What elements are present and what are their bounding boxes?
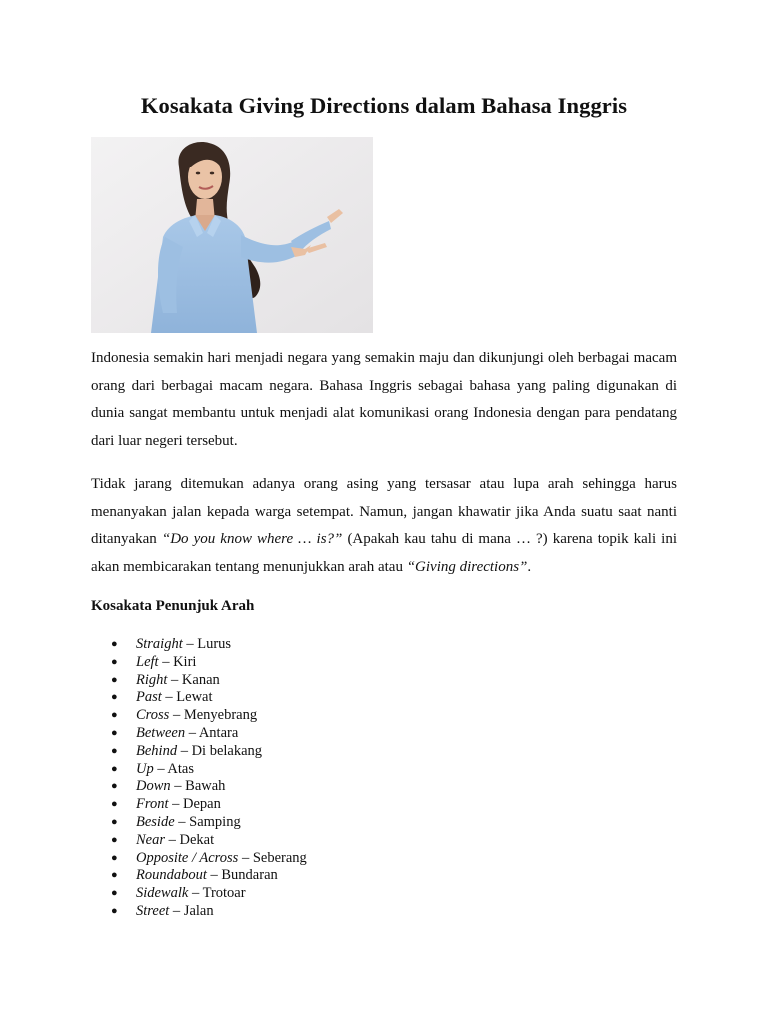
english-term: Down: [136, 778, 171, 795]
english-term: Straight: [136, 636, 183, 652]
section-heading: Kosakata Penunjuk Arah: [91, 598, 255, 614]
bullet-icon: ●: [111, 744, 118, 757]
bullet-icon: ●: [111, 887, 118, 900]
list-item: [91, 761, 307, 779]
bullet-icon: ●: [111, 655, 118, 668]
list-item: [91, 814, 307, 832]
indonesian-term: – Dekat: [165, 831, 215, 848]
english-term: Cross: [136, 707, 170, 724]
bullet-icon: ●: [111, 762, 118, 775]
list-item: [91, 796, 307, 814]
indonesian-term: – Kiri: [158, 653, 197, 670]
english-term: Sidewalk: [136, 885, 189, 902]
english-term: Past: [136, 689, 162, 706]
vocabulary-list: [91, 636, 307, 921]
bullet-icon: ●: [111, 638, 118, 650]
list-item: [91, 832, 307, 850]
english-term: Beside: [136, 813, 175, 830]
woman-pointing-photo: [91, 137, 373, 333]
bullet-icon: ●: [111, 815, 118, 828]
indonesian-term: – Bawah: [170, 778, 226, 795]
list-item: [91, 850, 307, 868]
intro-paragraph: Indonesia semakin hari menjadi negara yang semakin maju dan dikunjungi oleh berbagai macam orang dari berbagai macam negara. Bahasa Inggris sebagai bahasa yang paling digunakan di dunia sangat membantu untuk menjadi alat komunikasi orang Indonesia dengan para pendatang dari luar negeri tersebut.: [91, 350, 677, 449]
list-item: [91, 867, 307, 885]
list-item: [91, 707, 307, 725]
page-title: Kosakata Giving Directions dalam Bahasa Inggris: [140, 93, 628, 118]
indonesian-term: – Depan: [168, 796, 221, 813]
list-item: [91, 743, 307, 761]
list-item: [91, 778, 307, 796]
list-item: [91, 885, 307, 903]
indonesian-term: – Bundaran: [206, 867, 278, 884]
indonesian-term: – Samping: [174, 813, 241, 830]
indonesian-term: – Trotoar: [188, 885, 246, 902]
english-term: Up: [136, 760, 154, 777]
bullet-icon: ●: [111, 798, 118, 811]
bullet-icon: ●: [111, 904, 118, 917]
english-term: Opposite / Across: [136, 849, 239, 866]
bullet-icon: ●: [111, 780, 118, 793]
english-term: Roundabout: [136, 867, 207, 884]
english-term: Front: [136, 796, 169, 813]
question-quote: “Do you know where … is?”: [161, 531, 343, 547]
indonesian-term: – Seberang: [238, 849, 307, 866]
indonesian-term: – Kanan: [167, 671, 220, 688]
bullet-icon: ●: [111, 726, 118, 739]
english-term: Street: [136, 902, 170, 919]
indonesian-term: – Lurus: [182, 636, 232, 652]
english-term: Near: [136, 831, 165, 848]
bullet-icon: ●: [111, 691, 118, 704]
bullet-icon: ●: [111, 833, 118, 846]
context-text-3: .: [527, 558, 532, 575]
indonesian-term: – Jalan: [169, 902, 214, 919]
indonesian-term: – Di belakang: [177, 742, 263, 759]
context-paragraph: [91, 471, 677, 581]
english-term: Behind: [136, 742, 178, 759]
list-item: [91, 672, 307, 690]
english-term: Right: [136, 671, 168, 688]
indonesian-term: – Atas: [153, 760, 195, 777]
list-item: [91, 903, 307, 921]
bullet-icon: ●: [111, 869, 118, 882]
english-term: Between: [136, 724, 186, 741]
indonesian-term: – Menyebrang: [169, 707, 258, 724]
context-text-2: (Apakah kau tahu di mana … ?) karena topik kali ini akan membicarakan tentang menunjukkan arah atau: [91, 531, 677, 575]
list-item: [91, 636, 307, 654]
bullet-icon: ●: [111, 709, 118, 722]
giving-directions-quote: “Giving directions”: [406, 558, 528, 575]
bullet-icon: ●: [111, 851, 118, 864]
list-item: [91, 654, 307, 672]
indonesian-term: – Lewat: [161, 689, 213, 706]
list-item: [91, 725, 307, 743]
context-text-1: Tidak jarang ditemukan adanya orang asing yang tersasar atau lupa arah sehingga harus menanyakan jalan kepada warga setempat. Namun, jangan khawatir jika Anda suatu saat nanti ditanyakan: [91, 476, 677, 547]
indonesian-term: – Antara: [185, 724, 239, 741]
list-item: [91, 689, 307, 707]
bullet-icon: ●: [111, 673, 118, 686]
english-term: Left: [136, 653, 159, 670]
